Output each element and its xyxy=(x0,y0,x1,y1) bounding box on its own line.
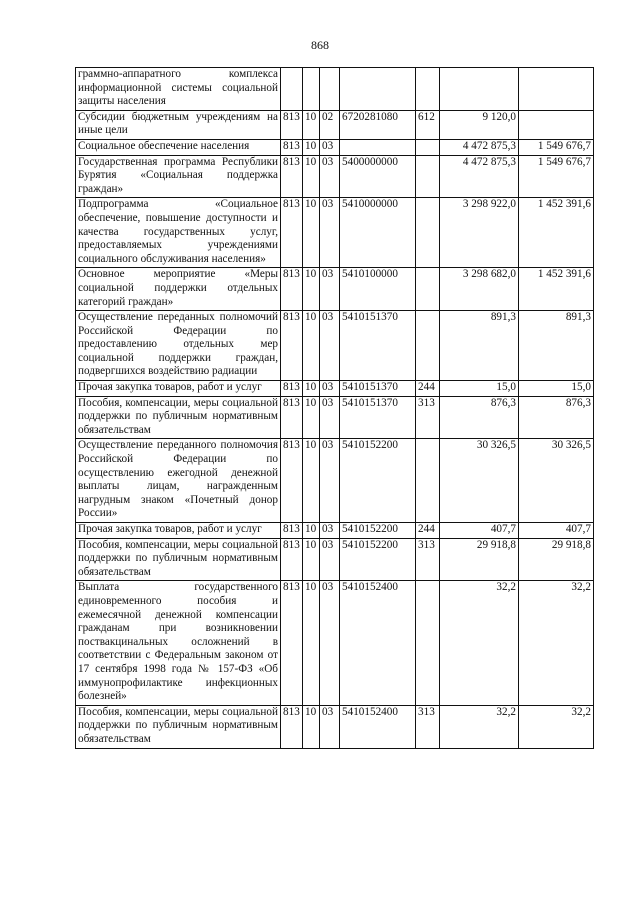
row-target-article: 5410100000 xyxy=(340,268,416,311)
row-ministry-code: 813 xyxy=(281,268,303,311)
row-section-code: 10 xyxy=(303,110,320,139)
row-ministry-code: 813 xyxy=(281,139,303,155)
row-target-article: 5410152200 xyxy=(340,538,416,581)
row-expense-type: 612 xyxy=(416,110,440,139)
row-amount-2: 29 918,8 xyxy=(519,538,594,581)
row-section-code: 10 xyxy=(303,155,320,198)
table-row xyxy=(76,538,594,581)
table-row xyxy=(76,439,594,523)
row-target-article: 5410151370 xyxy=(340,311,416,381)
row-amount-1: 9 120,0 xyxy=(440,110,519,139)
row-ministry-code: 813 xyxy=(281,581,303,705)
row-subsection-code: 03 xyxy=(320,311,340,381)
row-name: Прочая закупка товаров, работ и услуг xyxy=(76,381,281,397)
row-section-code: 10 xyxy=(303,381,320,397)
row-name: граммно-аппаратного комплекса информационной системы социальной защиты населения xyxy=(76,68,281,111)
row-expense-type xyxy=(416,581,440,705)
row-amount-1: 30 326,5 xyxy=(440,439,519,523)
row-section-code: 10 xyxy=(303,581,320,705)
row-section-code: 10 xyxy=(303,396,320,439)
row-target-article xyxy=(340,68,416,111)
row-name: Субсидии бюджетным учреждениям на иные цели xyxy=(76,110,281,139)
row-amount-1 xyxy=(440,68,519,111)
row-name: Пособия, компенсации, меры социальной поддержки по публичным нормативным обязательствам xyxy=(76,538,281,581)
row-expense-type xyxy=(416,439,440,523)
row-amount-2: 15,0 xyxy=(519,381,594,397)
row-name: Основное мероприятие «Меры социальной поддержки отдельных категорий граждан» xyxy=(76,268,281,311)
table-row xyxy=(76,396,594,439)
row-amount-1: 32,2 xyxy=(440,705,519,748)
row-subsection-code: 03 xyxy=(320,268,340,311)
row-subsection-code: 03 xyxy=(320,155,340,198)
row-target-article: 5410152400 xyxy=(340,581,416,705)
row-expense-type xyxy=(416,311,440,381)
table-row xyxy=(76,68,594,111)
table-row xyxy=(76,155,594,198)
table-row xyxy=(76,198,594,268)
table-row xyxy=(76,268,594,311)
row-section-code: 10 xyxy=(303,268,320,311)
table-row xyxy=(76,139,594,155)
table-row xyxy=(76,705,594,748)
row-section-code: 10 xyxy=(303,311,320,381)
table-row xyxy=(76,381,594,397)
row-amount-2: 32,2 xyxy=(519,705,594,748)
row-expense-type xyxy=(416,155,440,198)
row-subsection-code: 03 xyxy=(320,381,340,397)
row-subsection-code: 03 xyxy=(320,581,340,705)
table-row xyxy=(76,311,594,381)
row-ministry-code: 813 xyxy=(281,523,303,539)
row-ministry-code: 813 xyxy=(281,396,303,439)
table-row xyxy=(76,581,594,705)
row-amount-2 xyxy=(519,110,594,139)
row-amount-2: 1 549 676,7 xyxy=(519,139,594,155)
row-expense-type: 313 xyxy=(416,538,440,581)
row-ministry-code: 813 xyxy=(281,439,303,523)
row-amount-1: 15,0 xyxy=(440,381,519,397)
row-section-code xyxy=(303,68,320,111)
row-ministry-code: 813 xyxy=(281,538,303,581)
row-section-code: 10 xyxy=(303,439,320,523)
row-amount-1: 3 298 682,0 xyxy=(440,268,519,311)
row-name: Пособия, компенсации, меры социальной поддержки по публичным нормативным обязательствам xyxy=(76,705,281,748)
row-ministry-code xyxy=(281,68,303,111)
row-section-code: 10 xyxy=(303,523,320,539)
row-amount-2: 407,7 xyxy=(519,523,594,539)
row-expense-type: 313 xyxy=(416,396,440,439)
row-amount-1: 4 472 875,3 xyxy=(440,155,519,198)
row-target-article: 5400000000 xyxy=(340,155,416,198)
row-amount-2: 30 326,5 xyxy=(519,439,594,523)
row-amount-1: 32,2 xyxy=(440,581,519,705)
row-name: Подпрограмма «Социальное обеспечение, повышение доступности и качества государственных услуг, предоставляемых учреждениями социального обслуживания населения» xyxy=(76,198,281,268)
row-amount-1: 29 918,8 xyxy=(440,538,519,581)
row-section-code: 10 xyxy=(303,538,320,581)
row-subsection-code: 03 xyxy=(320,523,340,539)
row-target-article: 6720281080 xyxy=(340,110,416,139)
row-name: Выплата государственного единовременного пособия и ежемесячной денежной компенсации гражданам при возникновении поствакцинальных осложнений в соответствии с Федеральным законом от 17 сентября 1998 года № 157-ФЗ «Об иммунопрофилактике инфекционных болезней» xyxy=(76,581,281,705)
row-amount-1: 4 472 875,3 xyxy=(440,139,519,155)
row-subsection-code xyxy=(320,68,340,111)
row-target-article: 5410152400 xyxy=(340,705,416,748)
row-section-code: 10 xyxy=(303,139,320,155)
row-expense-type xyxy=(416,268,440,311)
row-target-article: 5410152200 xyxy=(340,439,416,523)
row-ministry-code: 813 xyxy=(281,381,303,397)
row-name: Осуществление переданных полномочий Российской Федерации по предоставлению отдельных мер социальной поддержки граждан, подвергшихся воздействию радиации xyxy=(76,311,281,381)
row-name: Осуществление переданного полномочия Российской Федерации по осуществлению ежегодной денежной выплаты лицам, награжденным нагрудным знаком «Почетный донор России» xyxy=(76,439,281,523)
row-target-article: 5410151370 xyxy=(340,396,416,439)
row-amount-1: 3 298 922,0 xyxy=(440,198,519,268)
row-name: Государственная программа Республики Бурятия «Социальная поддержка граждан» xyxy=(76,155,281,198)
row-expense-type xyxy=(416,139,440,155)
row-section-code: 10 xyxy=(303,198,320,268)
row-amount-2: 1 549 676,7 xyxy=(519,155,594,198)
table-row xyxy=(76,110,594,139)
row-ministry-code: 813 xyxy=(281,311,303,381)
row-expense-type: 313 xyxy=(416,705,440,748)
row-amount-1: 407,7 xyxy=(440,523,519,539)
row-subsection-code: 03 xyxy=(320,538,340,581)
row-ministry-code: 813 xyxy=(281,705,303,748)
row-target-article: 5410152200 xyxy=(340,523,416,539)
row-amount-2: 1 452 391,6 xyxy=(519,268,594,311)
page-number: 868 xyxy=(311,38,329,52)
row-amount-2: 1 452 391,6 xyxy=(519,198,594,268)
row-target-article: 5410000000 xyxy=(340,198,416,268)
row-expense-type: 244 xyxy=(416,381,440,397)
row-amount-2: 891,3 xyxy=(519,311,594,381)
row-expense-type xyxy=(416,198,440,268)
row-ministry-code: 813 xyxy=(281,110,303,139)
row-ministry-code: 813 xyxy=(281,155,303,198)
row-name: Прочая закупка товаров, работ и услуг xyxy=(76,523,281,539)
row-subsection-code: 03 xyxy=(320,139,340,155)
row-subsection-code: 03 xyxy=(320,198,340,268)
row-subsection-code: 02 xyxy=(320,110,340,139)
budget-table xyxy=(75,67,594,749)
row-section-code: 10 xyxy=(303,705,320,748)
row-amount-1: 891,3 xyxy=(440,311,519,381)
row-amount-1: 876,3 xyxy=(440,396,519,439)
row-subsection-code: 03 xyxy=(320,396,340,439)
row-name: Социальное обеспечение населения xyxy=(76,139,281,155)
row-amount-2 xyxy=(519,68,594,111)
row-amount-2: 32,2 xyxy=(519,581,594,705)
row-subsection-code: 03 xyxy=(320,439,340,523)
row-subsection-code: 03 xyxy=(320,705,340,748)
table-row xyxy=(76,523,594,539)
row-target-article: 5410151370 xyxy=(340,381,416,397)
row-target-article xyxy=(340,139,416,155)
row-expense-type: 244 xyxy=(416,523,440,539)
row-ministry-code: 813 xyxy=(281,198,303,268)
row-expense-type xyxy=(416,68,440,111)
row-name: Пособия, компенсации, меры социальной поддержки по публичным нормативным обязательствам xyxy=(76,396,281,439)
row-amount-2: 876,3 xyxy=(519,396,594,439)
